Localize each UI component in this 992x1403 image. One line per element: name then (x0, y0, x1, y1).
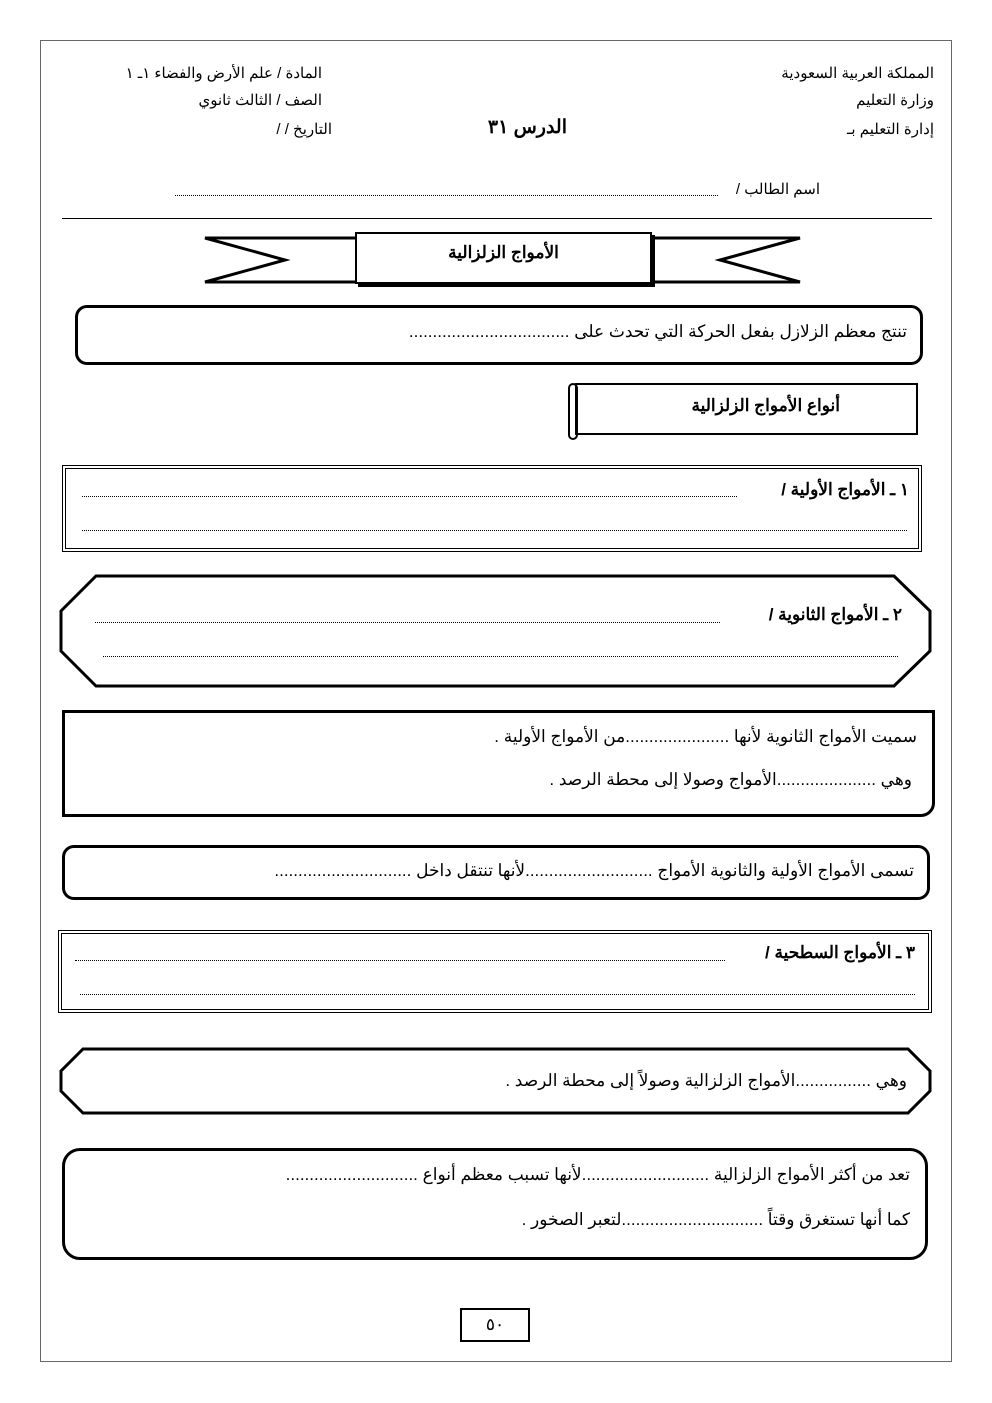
secondary-answer-line-1[interactable] (95, 622, 720, 623)
page-number: ٥٠ (460, 1308, 530, 1342)
surface-facts-text-1: تعد من أكثر الأمواج الزلزالية ...........................لأنها تسبب معظم أنواع ............................ (285, 1165, 910, 1184)
student-name-field[interactable] (175, 195, 718, 196)
student-name-label: اسم الطالب / (735, 181, 820, 198)
secondary-waves-octagon (58, 573, 933, 690)
surface-facts-text-2: كما أنها تستغرق وقتاً ..............................لتعبر الصخور . (521, 1210, 910, 1229)
surface-answer-line-1[interactable] (75, 960, 725, 961)
page-title: الأمواج الزلزالية (448, 243, 559, 262)
header-divider (62, 218, 932, 219)
primary-answer-line-2[interactable] (82, 530, 907, 531)
lesson-title: الدرس ٣١ (487, 117, 567, 138)
secondary-waves-label: ٢ ـ الأمواج الثانوية / (768, 605, 902, 624)
primary-waves-label: ١ ـ الأمواج الأولية / (781, 480, 909, 499)
secondary-arrival-text: وهي .....................الأمواج وصولا إلى محطة الرصد . (549, 770, 912, 789)
surface-arrival-text: وهي ................الأمواج الزلزالية وصولاً إلى محطة الرصد . (505, 1071, 907, 1090)
body-waves-text: تسمى الأمواج الأولية والثانوية الأمواج ...........................لأنها تنتقل داخل ............................. (274, 861, 914, 880)
subject-label: المادة / علم الأرض والفضاء ١ـ ١ (125, 65, 322, 82)
scroll-roll-icon (568, 383, 578, 440)
grade-label: الصف / الثالث ثانوي (198, 92, 322, 109)
directorate-label: إدارة التعليم بـ (847, 121, 934, 138)
kingdom-label: المملكة العربية السعودية (781, 65, 934, 82)
date-label: التاريخ / / (276, 121, 332, 138)
intro-text: تنتج معظم الزلازل بفعل الحركة التي تحدث على .................................. (408, 322, 907, 341)
primary-answer-line-1[interactable] (82, 496, 737, 497)
primary-waves-box (62, 465, 922, 552)
surface-answer-line-2[interactable] (80, 994, 915, 995)
ministry-label: وزارة التعليم (856, 92, 934, 109)
secondary-reason-text: سميت الأمواج الثانوية لأنها ......................من الأمواج الأولية . (494, 727, 917, 746)
section-title: أنواع الأمواج الزلزالية (691, 396, 840, 415)
surface-waves-label: ٣ ـ الأمواج السطحية / (765, 943, 915, 962)
secondary-answer-line-2[interactable] (103, 656, 898, 657)
